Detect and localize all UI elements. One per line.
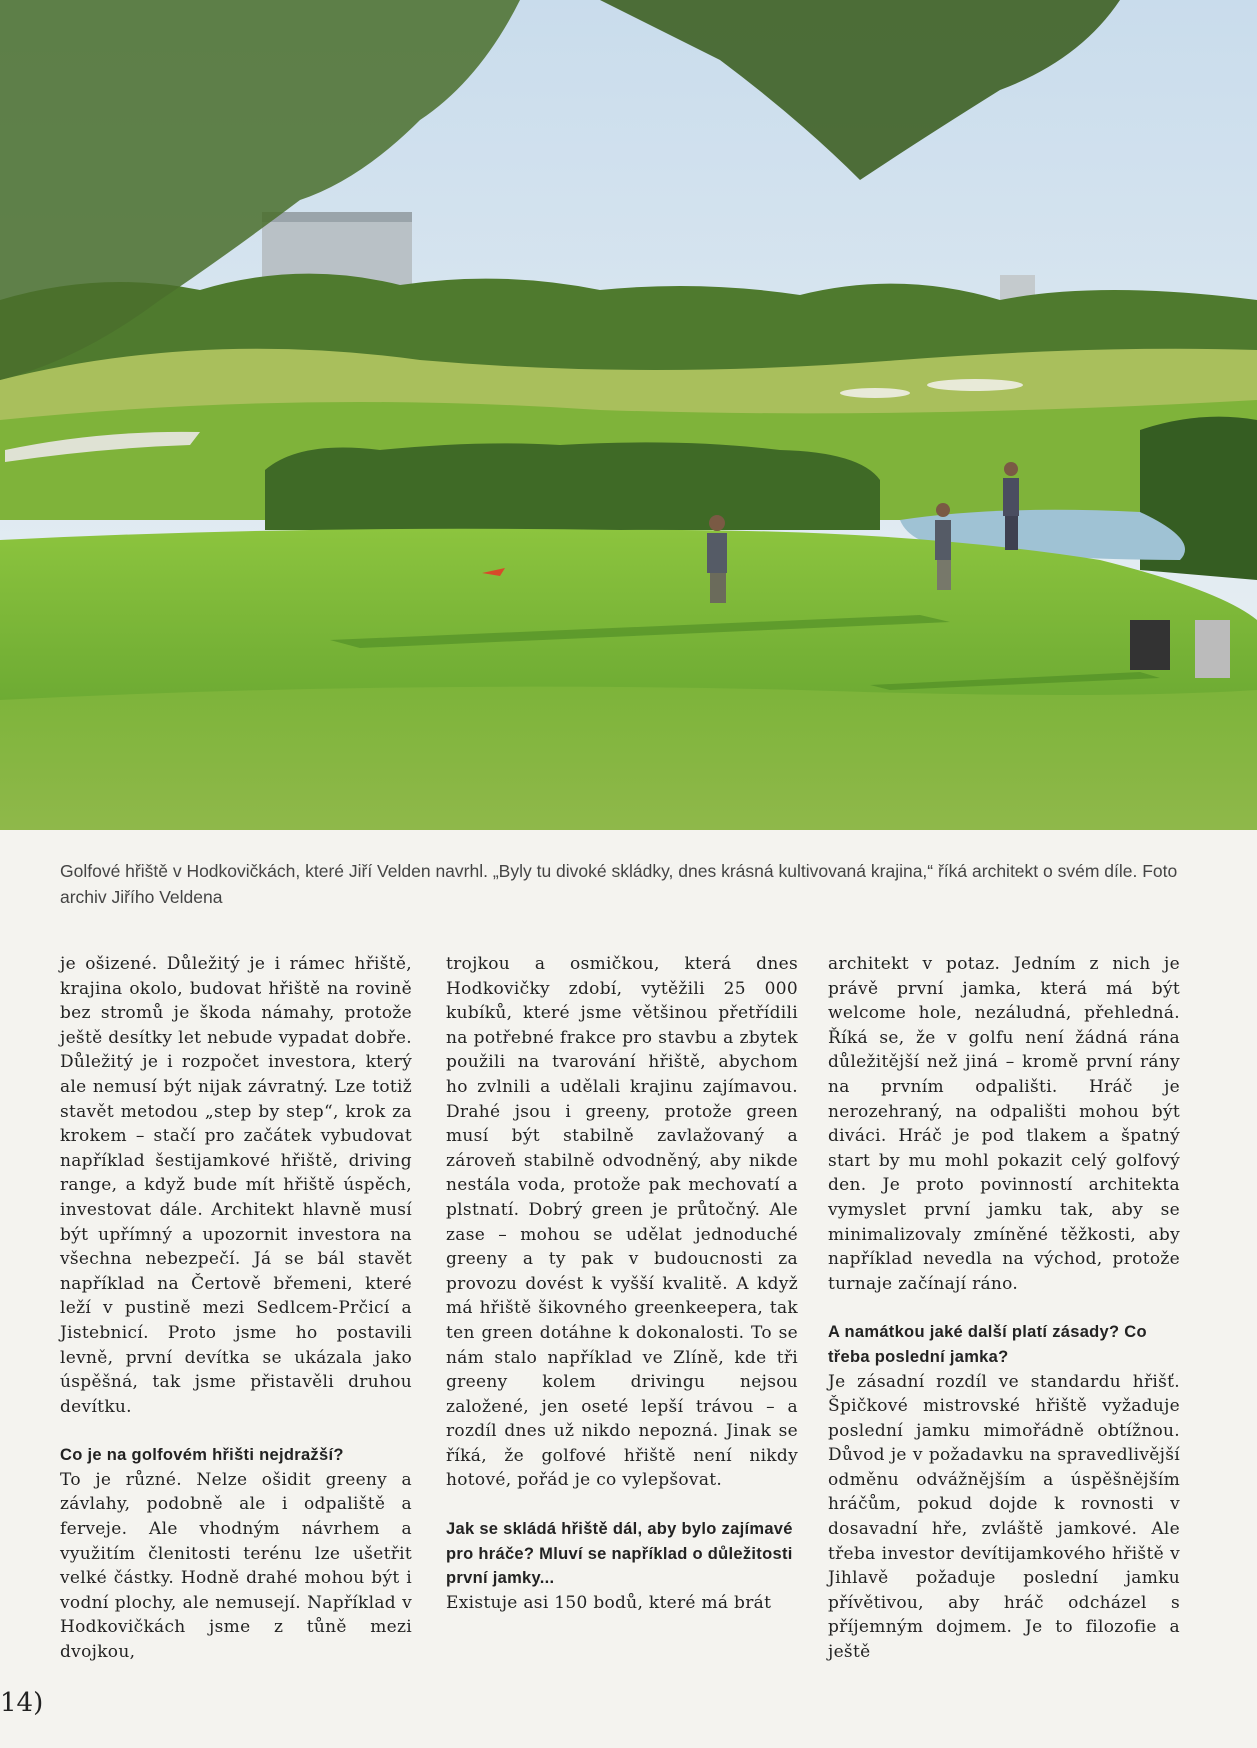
article-column-1 <box>60 952 412 1665</box>
golf-course-illustration <box>0 0 1257 830</box>
paragraph: trojkou a osmičkou, která dnes Hodkovičky zdobí, vytěžili 25 000 kubíků, které jsme většinou přetřídili na potřebné frakce pro stavbu a zbytek použili na tvarování hřiště, abychom ho zvlnili a udělali krajinu zajímavou. Drahé jsou i greeny, protože green musí být stabilně zavlažovaný a zároveň stabilně odvodněný, aby nikde nestála voda, protože pak mechovatí a plstnatí. Dobrý green je průtočný. Ale zase – mohou se udělat jednoduché greeny a ty pak v budoucnosti za provozu dovést k vyšší kvalitě. A když má hřiště šikovného greenkeepera, tak ten green dotáhne k dokonalosti. To se nám stalo například ve Zlíně, kde tři greeny kolem drivingu nejsou založené, jen oseté lepší trávou – a rozdíl dnes už nikdo nepozná. Jinak se říká, že golfové hřiště není nikdy hotové, pořád je co vylepšovat. <box>446 954 798 1491</box>
page-number: 14) <box>0 1688 44 1718</box>
interview-question: A namátkou jaké další platí zásady? Co třeba poslední jamka? <box>828 1323 1147 1366</box>
paragraph: architekt v potaz. Jedním z nich je právě první jamka, která má být welcome hole, nezáludná, přehledná. Říká se, že v golfu není žádná rána důležitější než jiná – kromě první rány na prvním odpališti. Hráč je nerozehraný, na odpališti mohou být diváci. Hráč je pod tlakem a špatný start by mu mohl pokazit celý golfový den. Je proto povinností architekta vymyslet první jamku tak, aby se minimalizovaly zmíněné těžkosti, aby například nevedla na východ, protože turnaje začínají ráno. <box>828 954 1180 1294</box>
paragraph: Existuje asi 150 bodů, které má brát <box>446 1592 772 1613</box>
paragraph: To je různé. Nelze ošidit greeny a závlahy, podobně ale i odpaliště a fervеje. Ale vhodným návrhem a využitím členitosti terénu lze ušetřit velké částky. Hodně drahé mohou být i vodní plochy, ale nemusejí. Například v Hodkovičkách jsme z tůně mezi dvojkou, <box>60 1469 412 1663</box>
paragraph: Je zásadní rozdíl ve standardu hřišť. Špičkové mistrovské hřiště vyžaduje poslední jamku mimořádně obtížnou. Důvod je v požadavku na spravedlivější odměnu odvážnějším a úspěšnějším hráčům, pokud dojde k rovnosti v dosavadní hře, zvláště jamkové. Ale třeba investor devítijamkového hřiště v Jihlavě požaduje poslední jamku přívětivou, aby hráč odcházel s příjemným dojmem. Je to filozofie a ještě <box>828 1371 1180 1663</box>
article-column-2 <box>446 952 798 1615</box>
photo-caption: Golfové hřiště v Hodkovičkách, které Jiří Velden navrhl. „Byly tu divoké skládky, dnes krásná kultivovaná krajina,“ říká architekt o svém díle. Foto archiv Jiřího Veldena <box>60 861 1178 907</box>
paragraph: je ošizené. Důležitý je i rámec hřiště, krajina okolo, budovat hřiště na rovině bez stromů je škoda námahy, protože ještě desítky let nebude vypadat dobře. Důležitý je i rozpočet investora, který ale nemusí být nijak závratný. Lze totiž stavět metodou „step by step“, krok za krokem – stačí pro začátek vybudovat například šestijamkové hřiště, driving range, a když bude mít hřiště úspěch, investovat dále. Architekt hlavně musí být upřímný a upozornit investora na všechna nebezpečí. Já se bál stavět například na Čertově břemeni, které leží v pustině mezi Sedlcem-Prčicí a Jistebnicí. Proto jsme ho postavili levně, první devítka se ukázala jako úspěšná, tak jsme přistavěli druhou devítku. <box>60 954 412 1417</box>
interview-question: Co je na golfovém hřišti nejdražší? <box>60 1446 344 1465</box>
article-column-3 <box>828 952 1180 1665</box>
interview-question: Jak se skládá hřiště dál, aby bylo zajímavé pro hráče? Mluví se například o důležitosti první jamky... <box>446 1520 793 1588</box>
golf-course-photo <box>0 0 1257 830</box>
